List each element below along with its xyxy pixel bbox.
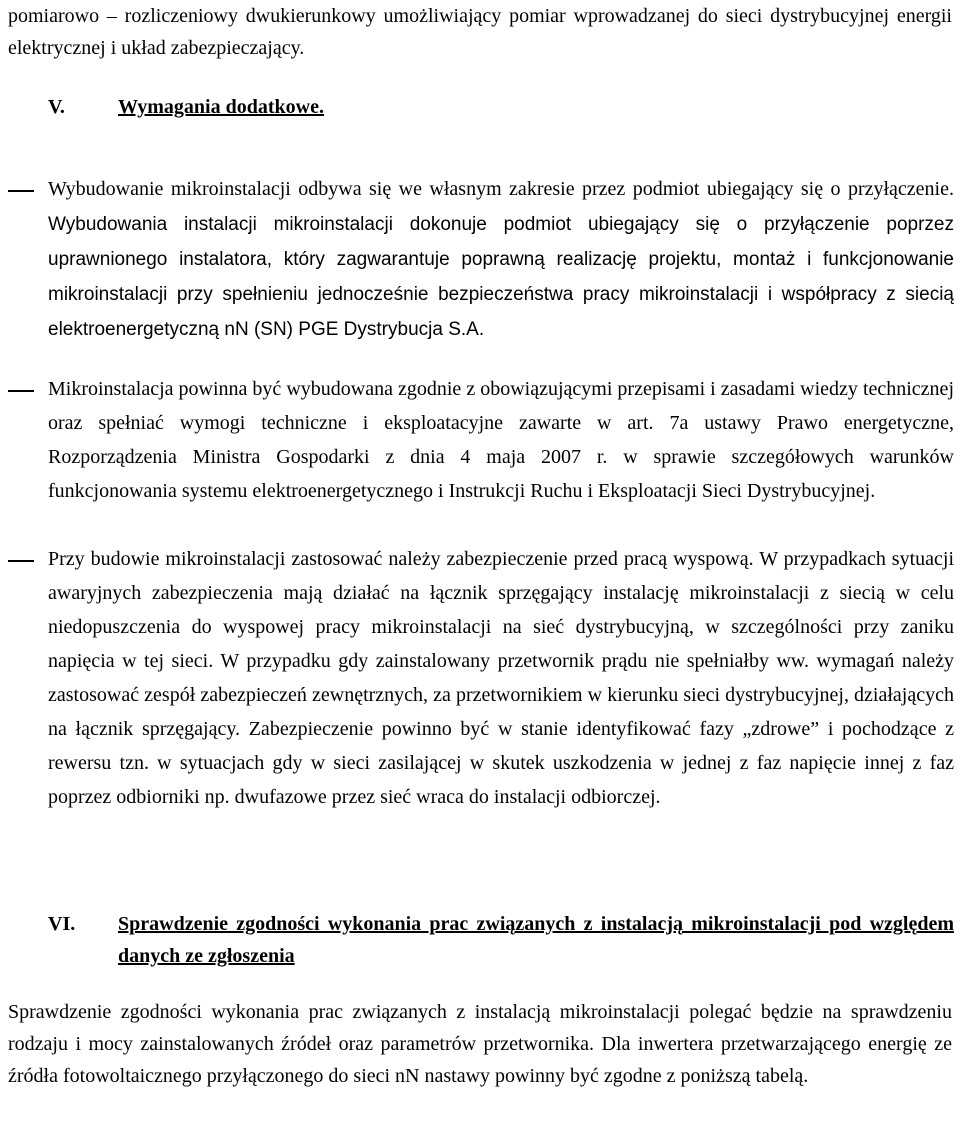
section-5-number: V. bbox=[48, 96, 65, 118]
bullet-1-serif-text: Wybudowanie mikroinstalacji odbywa się we własnym zakresie przez podmiot ubiegający się o przyłączenie. bbox=[48, 178, 954, 200]
bullet-2-text: Mikroinstalacja powinna być wybudowana zgodnie z obowiązującymi przepisami i zasadami wiedzy technicznej oraz spełniać wymogi techniczne i eksploatacyjne zawarte w art. 7a ustawy Prawo energetyczne, Rozporządzenia Ministra Gospodarki z dnia 4 maja 2007 r. w sprawie szczegółowych warunków funkcjonowania systemu elektroenergetycznego i Instrukcji Ruchu i Eksploatacji Sieci Dystrybucyjnej. bbox=[48, 378, 954, 502]
section-6-number: VI. bbox=[48, 913, 76, 935]
bullet-3-text: Przy budowie mikroinstalacji zastosować należy zabezpieczenie przed pracą wyspową. W przypadkach sytuacji awaryjnych zabezpieczenia mają działać na łącznik sprzęgający instalację mikroinstalacji z siecią w celu niedopuszczenia do wyspowej pracy mikroinstalacji na sieć dystrybucyjną, w szczególności przy zaniku napięcia w tej sieci. W przypadku gdy zainstalowany przetwornik prądu nie spełniałby ww. wymagań należy zastosować zespół zabezpieczeń zewnętrznych, za przetwornikiem w kierunku sieci dystrybucyjnej, działających na łącznik sprzęgający. Zabezpieczenie powinno być w stanie identyfikować fazy „zdrowe” i pochodzące z rewersu tzn. w sytuacjach gdy w sieci zasilającej w skutek uszkodzenia w jednej z faz napięcie innej z faz poprzez odbiorniki np. dwufazowe przez sieć wraca do instalacji odbiorczej. bbox=[48, 548, 954, 808]
section-6-title: Sprawdzenie zgodności wykonania prac związanych z instalacją mikroinstalacji pod względem danych ze zgłoszenia bbox=[118, 913, 954, 967]
dash-bullet-icon bbox=[8, 372, 36, 406]
intro-paragraph bbox=[8, 0, 952, 64]
intro-text: pomiarowo – rozliczeniowy dwukierunkowy umożliwiający pomiar wprowadzanej do sieci dystrybucyjnej energii elektrycznej i układ zabezpieczający. bbox=[8, 5, 952, 59]
dash-bullet-icon bbox=[8, 172, 36, 206]
bullet-item bbox=[48, 542, 954, 814]
closing-text: Sprawdzenie zgodności wykonania prac związanych z instalacją mikroinstalacji polegać będzie na sprawdzeniu rodzaju i mocy zainstalowanych źródeł oraz parametrów przetwornika. Dla inwertera przetwarzającego energię ze źródła fotowoltaicznego przyłączonego do sieci nN nastawy powinny być zgodne z poniższą tabelą. bbox=[8, 1001, 952, 1087]
bullet-1-sans-text: Wybudowania instalacji mikroinstalacji dokonuje podmiot ubiegający się o przyłączenie poprzez uprawnionego instalatora, który zagwarantuje poprawną realizację projektu, montaż i funkcjonowanie mikroinstalacji przy spełnieniu jednocześnie bezpieczeństwa pracy mikroinstalacji i współpracy z siecią elektroenergetyczną nN (SN) PGE Dystrybucja S.A. bbox=[48, 214, 954, 340]
bullet-item bbox=[48, 372, 954, 508]
section-6-heading bbox=[48, 908, 954, 972]
section-5-title: Wymagania dodatkowe. bbox=[118, 96, 324, 118]
closing-paragraph bbox=[8, 996, 952, 1092]
dash-bullet-icon bbox=[8, 542, 36, 576]
bullet-item bbox=[48, 172, 954, 347]
section-5-heading bbox=[48, 91, 324, 123]
